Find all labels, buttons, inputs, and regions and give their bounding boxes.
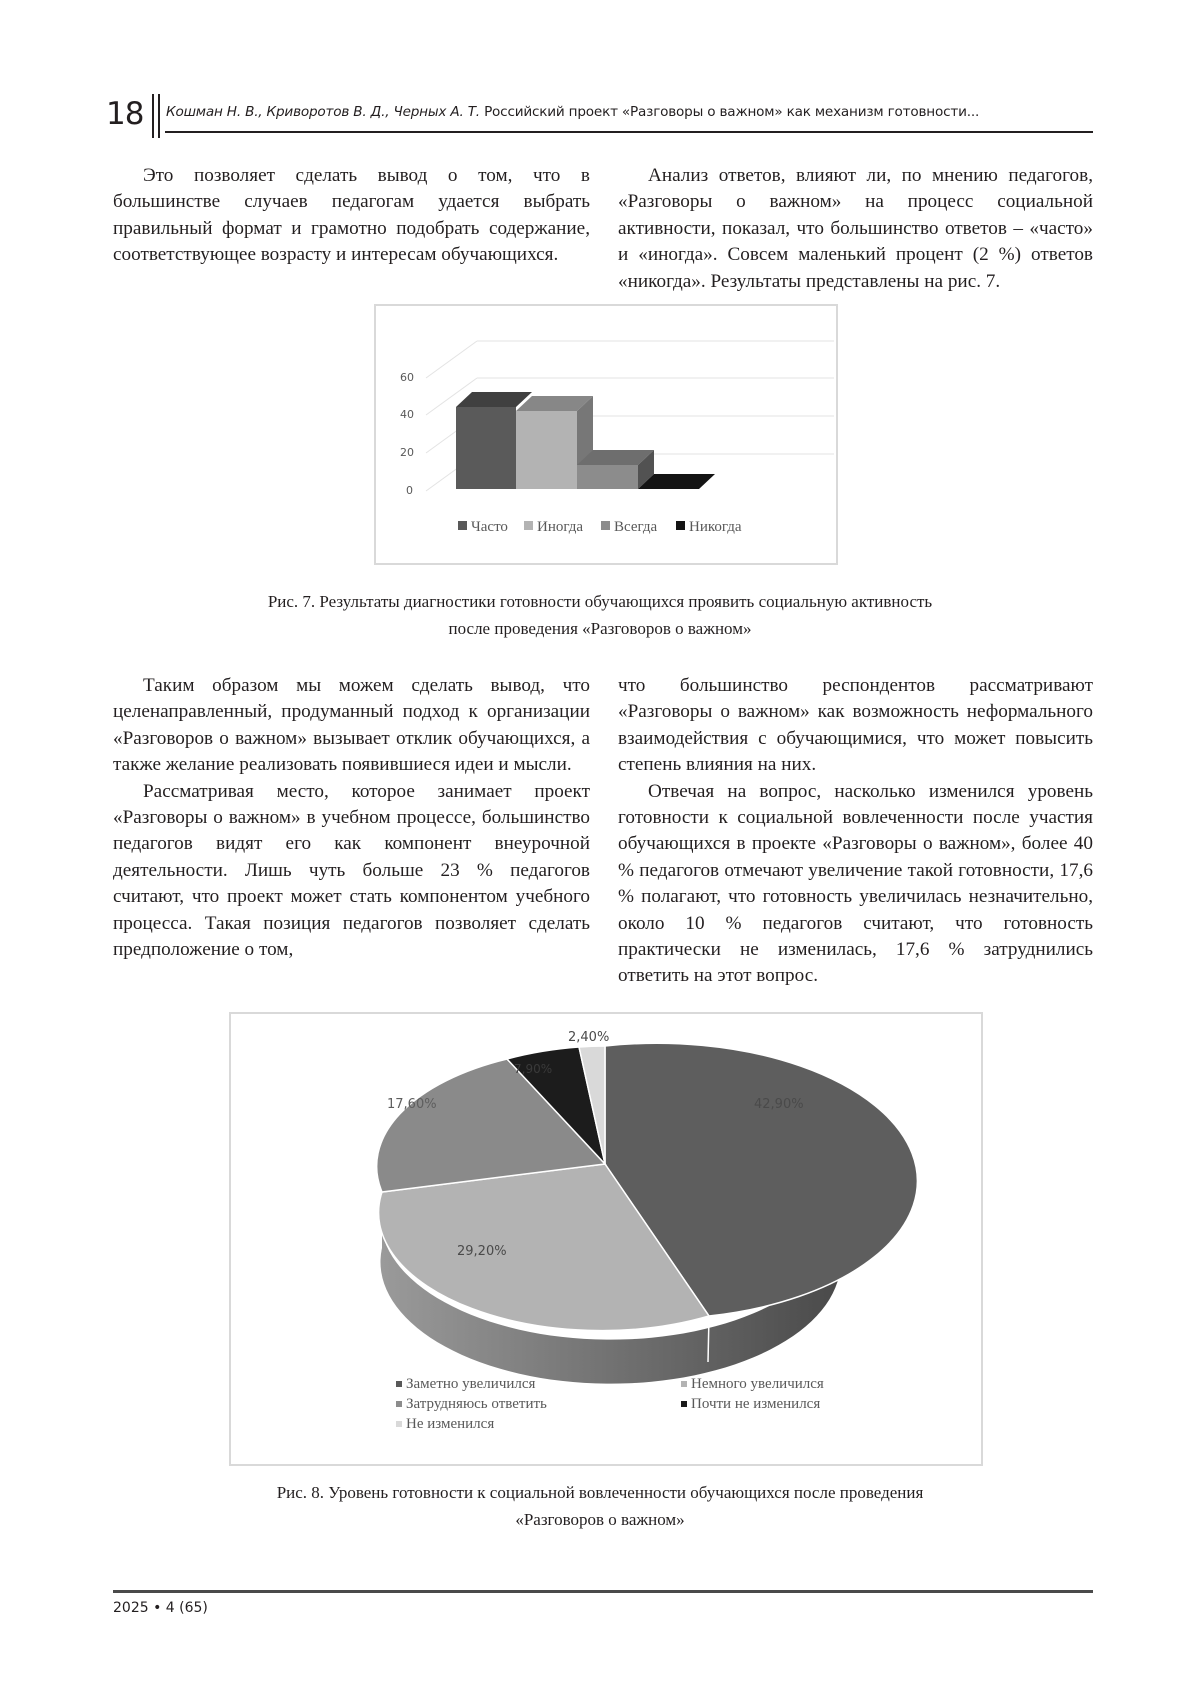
header-double-rule-left [152,94,154,138]
figure8-caption: Рис. 8. Уровень готовности к социальной вовлеченности обучающихся после проведения «Разговоров о важном» [276,1483,924,1529]
y-tick-60: 60 [400,371,414,384]
legend-swatch [681,1401,687,1407]
running-header [166,104,979,120]
header-title: Российский проект «Разговоры о важном» как механизм готовности... [484,104,980,120]
legend-swatch [458,521,467,530]
section2-right-column [618,673,1093,990]
slice-label-7-9: 7,90% [514,1062,553,1076]
paragraph: Таким образом мы можем сделать вывод, что целенаправленный, продуманный подход к организации «Разговоров о важном» вызывает отклик обучающихся, а также желание реализовать появившиеся идеи и мысли. [113,675,590,776]
legend-swatch [396,1381,402,1387]
legend-item-inogda: Иногда [524,519,583,536]
paragraph: Это позволяет сделать вывод о том, что в большинстве случаев педагогам удается выбрать правильный формат и грамотно подобрать содержание, соответствующее возрасту и интересам обучающихся. [113,165,590,266]
section1-left-column [113,163,590,269]
figure7-caption: Рис. 7. Результаты диагностики готовности обучающихся проявить социальную активность после проведения «Разговоров о важном» [267,592,933,638]
slice-label-29-2: 29,20% [457,1244,507,1259]
paragraph: что большинство респондентов рассматривают «Разговоры о важном» как возможность неформального взаимодействия с обучающимися, что может повысить степень влияния на них. [618,675,1093,776]
slice-label-17-6: 17,60% [387,1097,437,1112]
y-tick-0: 0 [406,484,413,497]
header-authors: Кошман Н. В., Криворотов В. Д., Черных А. Т. [166,104,480,120]
paragraph: Отвечая на вопрос, насколько изменился уровень готовности к социальной вовлеченности после участия обучающихся в проекте «Разговоры о важном», более 40 % педагогов отмечают увеличение такой готовности, 17,6 % полагают, что готовность увеличилась незначительно, около 10 % педагогов считают, что готовность практически не изменилась, 17,6 % затруднились ответить на этот вопрос. [618,780,1093,987]
y-tick-40: 40 [400,408,414,421]
section1-right-column [618,163,1093,295]
legend-item-ne-izmenilsya: Не изменился [396,1416,494,1433]
legend-swatch [396,1401,402,1407]
legend-swatch [524,521,533,530]
slice-label-42-9: 42,90% [754,1097,804,1112]
issue-number: 2025 • 4 (65) [113,1600,208,1616]
y-tick-20: 20 [400,446,414,459]
legend-swatch [396,1421,402,1427]
legend-item-pochti-ne-izmenilsya: Почти не изменился [681,1396,820,1413]
legend-item-nemnogo-uvelichilsya: Немного увеличился [681,1376,824,1393]
paragraph: Анализ ответов, влияют ли, по мнению педагогов, «Разговоры о важном» на процесс социальной активности, показал, что большинство ответов – «часто» и «иногда». Совсем маленький процент (2 %) ответов «никогда». Результаты представлены на рис. 7. [618,165,1093,292]
header-double-rule-right [158,94,160,138]
legend-item-zatrudnyayus-otvetit: Затрудняюсь ответить [396,1396,547,1413]
legend-swatch [676,521,685,530]
legend-item-nikogda: Никогда [676,519,742,536]
legend-item-vsegda: Всегда [601,519,657,536]
figure7-chart [374,304,838,565]
section2-left-column [113,673,590,963]
pie-chart-3d [231,1014,981,1464]
legend-swatch [681,1381,687,1387]
legend-swatch [601,521,610,530]
slice-label-2-4: 2,40% [568,1030,610,1045]
figure8-chart [229,1012,983,1466]
page-number: 18 [106,96,144,132]
legend-item-zametno-uvelichilsya: Заметно увеличился [396,1376,535,1393]
header-rule [165,131,1093,133]
footer-rule [113,1590,1093,1593]
paragraph: Рассматривая место, которое занимает проект «Разговоры о важном» в учебном процессе, большинство педагогов видят его как компонент внеурочной деятельности. Лишь чуть больше 23 % педагогов считают, что проект может стать компонентом учебного процесса. Такая позиция педагогов позволяет сделать предположение о том, [113,780,590,961]
legend-item-chasto: Часто [458,519,508,536]
